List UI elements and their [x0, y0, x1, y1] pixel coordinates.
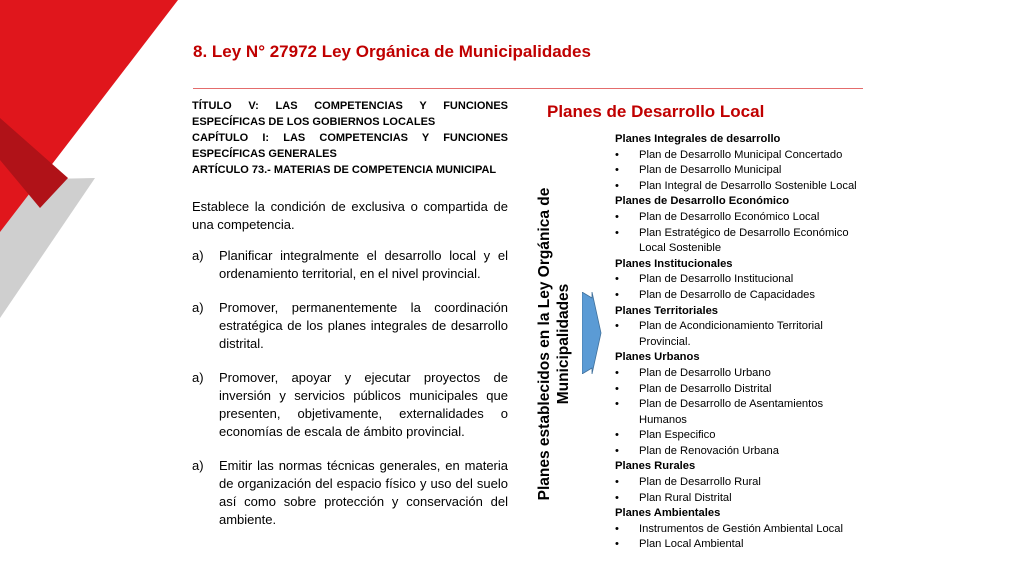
plan-item [615, 537, 865, 553]
plan-category: Planes Institucionales [615, 257, 733, 270]
plan-item-text: Plan Integral de Desarrollo Sostenible Local [639, 179, 857, 192]
plan-item-text: Plan Especifico [639, 429, 716, 442]
item-marker: a) [192, 458, 204, 473]
bullet-icon: • [615, 164, 619, 177]
plan-item [615, 382, 865, 398]
vertical-label-line: Planes establecidos en la Ley Orgánica de [536, 187, 553, 501]
red-band [0, 0, 178, 232]
item-text: Promover, permanentemente la coordinación estratégica de los planes integrales de desarrollo distrital. [219, 300, 508, 351]
plan-item-text: Plan Estratégico de Desarrollo Económico Local Sostenible [639, 226, 849, 255]
item-text: Promover, apoyar y ejecutar proyectos de inversión y servicios públicos municipales que presenten, objetivamente, externalidades o economías de escala de ámbito provincial. [219, 370, 508, 439]
item-marker: a) [192, 370, 204, 385]
item-marker: a) [192, 300, 204, 315]
bullet-icon: • [615, 444, 619, 457]
plan-item-text: Plan de Desarrollo Distrital [639, 382, 772, 395]
plan-item [615, 366, 865, 382]
plan-item [615, 288, 865, 304]
plans-list [615, 132, 865, 553]
plan-item [615, 179, 865, 195]
plan-item [615, 491, 865, 507]
plan-item-text: Plan de Acondicionamiento Territorial Provincial. [639, 320, 823, 348]
plan-item [615, 163, 865, 179]
bullet-icon: • [615, 429, 619, 442]
plan-item-text: Plan de Desarrollo de Asentamientos Humanos [639, 398, 824, 426]
plan-item [615, 226, 865, 257]
plan-item-text: Plan de Desarrollo Económico Local [639, 210, 820, 223]
bullet-icon: • [615, 320, 619, 333]
bullet-icon: • [615, 382, 619, 395]
plan-item-text: Plan de Renovación Urbana [639, 444, 779, 457]
bullet-icon: • [615, 522, 619, 535]
plan-item [615, 522, 865, 538]
corner-decoration [0, 0, 200, 320]
title-divider [193, 88, 863, 89]
bullet-icon: • [615, 273, 619, 286]
right-arrow-icon [582, 292, 602, 374]
competence-list [192, 247, 508, 545]
plan-item [615, 397, 865, 428]
bullet-icon: • [615, 538, 619, 551]
vertical-label-line: Municipalidades [555, 283, 572, 405]
bullet-icon: • [615, 210, 619, 223]
list-item [192, 299, 508, 353]
plan-item [615, 428, 865, 444]
plan-category: Planes Rurales [615, 460, 696, 473]
plan-item [615, 444, 865, 460]
plan-category: Planes Ambientales [615, 507, 721, 520]
intro-paragraph: Establece la condición de exclusiva o compartida de una competencia. [192, 199, 508, 232]
plan-item-text: Plan de Desarrollo de Capacidades [639, 288, 816, 301]
plan-item [615, 319, 865, 350]
bullet-icon: • [615, 148, 619, 161]
plan-category: Planes de Desarrollo Económico [615, 195, 790, 208]
law-heading [192, 98, 508, 178]
plan-item-text: Plan de Desarrollo Municipal Concertado [639, 148, 843, 161]
bullet-icon: • [615, 476, 619, 489]
plan-item-text: Plan de Desarrollo Rural [639, 476, 761, 489]
plan-item [615, 475, 865, 491]
plan-item [615, 210, 865, 226]
heading-line: CAPÍTULO I: LAS COMPETENCIAS Y FUNCIONES ESPECÍFICAS GENERALES [192, 132, 508, 160]
plan-item [615, 148, 865, 164]
plan-category: Planes Urbanos [615, 351, 700, 364]
heading-line: TÍTULO V: LAS COMPETENCIAS Y FUNCIONES ESPECÍFICAS DE LOS GOBIERNOS LOCALES [192, 100, 508, 128]
plan-item-text: Plan de Desarrollo Municipal [639, 164, 782, 177]
plan-category: Planes Territoriales [615, 304, 719, 317]
bullet-icon: • [615, 288, 619, 301]
item-text: Emitir las normas técnicas generales, en materia de organización del espacio físico y uso del suelo así como sobre protección y conservación del ambiente. [219, 458, 508, 527]
plan-item-text: Plan Local Ambiental [639, 538, 744, 551]
bullet-icon: • [615, 398, 619, 411]
bullet-icon: • [615, 179, 619, 192]
heading-line: ARTÍCULO 73.- MATERIAS DE COMPETENCIA MUNICIPAL [192, 164, 497, 176]
plan-category: Planes Integrales de desarrollo [615, 133, 781, 145]
plan-item-text: Plan Rural Distrital [639, 491, 732, 504]
plan-item-text: Instrumentos de Gestión Ambiental Local [639, 522, 843, 535]
plans-title: Planes de Desarrollo Local [547, 102, 765, 121]
bullet-icon: • [615, 226, 619, 239]
list-item [192, 369, 508, 441]
plan-item [615, 272, 865, 288]
plan-item-text: Plan de Desarrollo Institucional [639, 273, 794, 286]
list-item [192, 457, 508, 529]
list-item [192, 247, 508, 283]
item-text: Planificar integralmente el desarrollo local y el ordenamiento territorial, en el nivel provincial. [219, 248, 508, 281]
page-title: 8. Ley N° 27972 Ley Orgánica de Municipalidades [193, 42, 591, 61]
vertical-label [527, 168, 581, 520]
plan-item-text: Plan de Desarrollo Urbano [639, 366, 771, 379]
bullet-icon: • [615, 366, 619, 379]
bullet-icon: • [615, 491, 619, 504]
item-marker: a) [192, 248, 204, 263]
